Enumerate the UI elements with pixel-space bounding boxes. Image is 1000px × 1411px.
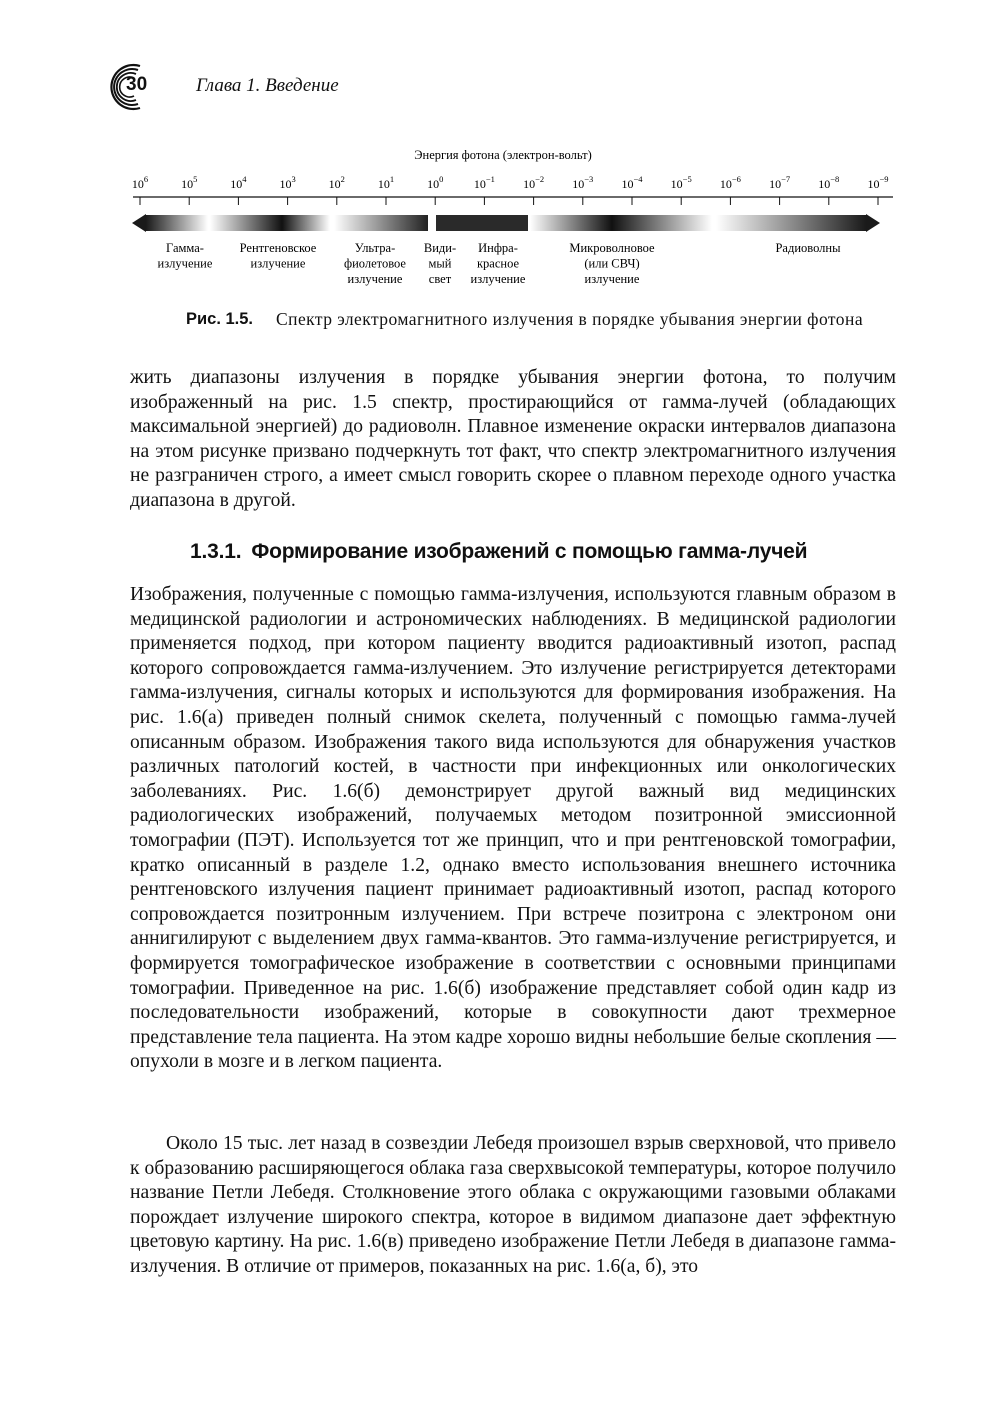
- tick-label: $10^3$: [279, 174, 296, 191]
- paragraph-cygnus: Около 15 тыс. лет назад в созвездии Лебедя произошел взрыв сверхновой, что привело к образованию расширяющегося облака газа сверхвысокой температуры, которое получило название Петли Лебедя. Столкновение этого облака с окружающими газовыми облаками порождает излучение широкого спектра, которое в видимом диапазоне дает эффектную цветовую картину. На рис. 1.6(в) приведено изображение Петли Лебедя в диапазоне гамма-излучения. В отличие от примеров, показанных на рис. 1.6(а, б), это: [130, 1133, 896, 1277]
- band-labels: [158, 241, 842, 286]
- tick-label: $10^{-9}$: [867, 174, 889, 191]
- spectrum-bar: [132, 214, 880, 232]
- section-title: Формирование изображений с помощью гамма-лучей: [251, 540, 808, 563]
- caption-text: Спектр электромагнитного излучения в порядке убывания энергии фотона: [276, 309, 864, 329]
- caption-label: Рис. 1.5.: [186, 310, 254, 328]
- band-ir: [436, 215, 528, 231]
- spectrum-figure: [128, 145, 898, 295]
- tick-label: $10^{-8}$: [818, 174, 840, 191]
- band-label-uv: Ультра-фиолетовое излучение: [344, 241, 406, 286]
- tick-label: $10^{-5}$: [670, 174, 692, 191]
- page-header: [100, 62, 880, 112]
- section-heading: [190, 540, 807, 564]
- tick-label: $10^{-3}$: [572, 174, 594, 191]
- band-label-visible: Види-мый свет: [423, 241, 457, 286]
- tick-label: $10^{-2}$: [523, 174, 545, 191]
- tick-label: $10^6$: [131, 174, 149, 191]
- section-number: 1.3.1.: [190, 540, 242, 563]
- tick-label: $10^5$: [181, 174, 198, 191]
- right-arrow-icon: [866, 214, 880, 232]
- band-uv: [334, 215, 428, 231]
- band-gamma: [146, 215, 208, 231]
- left-arrow-icon: [132, 214, 146, 232]
- band-xray: [210, 215, 330, 231]
- tick-group: [132, 174, 889, 205]
- tick-label: $10^{-1}$: [473, 174, 495, 191]
- tick-label: $10^0$: [427, 174, 444, 191]
- axis-title: Энергия фотона (электрон-вольт): [414, 148, 592, 162]
- paragraph-gamma: Изображения, полученные с помощью гамма-излучения, используются главным образом в медицинской радиологии и астрономических наблюдениях. В медицинской радиологии применяется подход, при котором пациенту вводится радиоактивный изотоп, распад которого сопровождается гамма-излучением. Это излучение регистрируется детекторами гамма-излучения, сигналы которых и используются для формирования изображения. На рис. 1.6(а) приведен полный снимок скелета, полученный с помощью гамма-лучей описанным образом. Изображения такого вида используются для обнаружения участков различных патологий костей, в частности при инфекционных или онкологических заболеваниях. Рис. 1.6(б) демонстрирует другой важный вид медицинских радиологических изображений, получаемых методом позитронной эмиссионной томографии (ПЭТ). Используется тот же принцип, что и при рентгеновской томографии, кратко описанный в разделе 1.2, однако вместо использования внешнего источника рентгеновского излучения пациент принимает радиоактивный изотоп, распад которого сопровождается позитронным излучением. При встрече позитрона с электроном они аннигилируют с выделением двух гамма-квантов. Это гамма-излучение регистрируется, и формируется томографическое изображение в соответствии с основными принципами томографии. Приведенное на рис. 1.6(б) изображение представляет собой один кадр из последовательности изображений, которые в совокупности дают трехмерное представление тела пациента. На этом кадре хорошо видны небольшие белые скопления — опухоли в мозге и в легком пациента.: [130, 584, 896, 1073]
- tick-label: $10^4$: [230, 174, 247, 191]
- figure-caption: [186, 307, 896, 331]
- band-label-microwave: Микроволновое (или СВЧ) излучение: [569, 241, 655, 286]
- band-microwave: [530, 215, 712, 231]
- tick-label: $10^2$: [328, 174, 345, 191]
- band-visible: [428, 215, 431, 231]
- tick-label: $10^{-6}$: [719, 174, 741, 191]
- page-number: 30: [126, 74, 148, 95]
- band-label-xray: Рентгеновское излучение: [239, 241, 317, 271]
- chapter-title: Глава 1. Введение: [196, 75, 339, 96]
- tick-label: $10^{-7}$: [769, 174, 791, 191]
- band-label-ir: Инфра-красное излучение: [470, 241, 526, 286]
- paragraph-intro: жить диапазоны излучения в порядке убывания энергии фотона, то получим изображенный на рис. 1.5 спектр, простирающийся от гамма-лучей (обладающих максимальной энергией) до радиоволн. Плавное изменение окраски интервалов диапазона на этом рисунке призвано подчеркнуть тот факт, что спектр электромагнитного излучения не разграничен строго, а имеет смысл говорить скорее о плавном переходе одного участка диапазона в другой.: [130, 367, 896, 511]
- band-label-gamma: Гамма-излучение: [157, 241, 213, 271]
- tick-label: $10^{-4}$: [621, 174, 643, 191]
- band-label-radio: Радиоволны: [775, 241, 841, 255]
- tick-label: $10^1$: [377, 174, 395, 191]
- spectrum-diagram: [128, 145, 898, 295]
- band-radio: [716, 215, 866, 231]
